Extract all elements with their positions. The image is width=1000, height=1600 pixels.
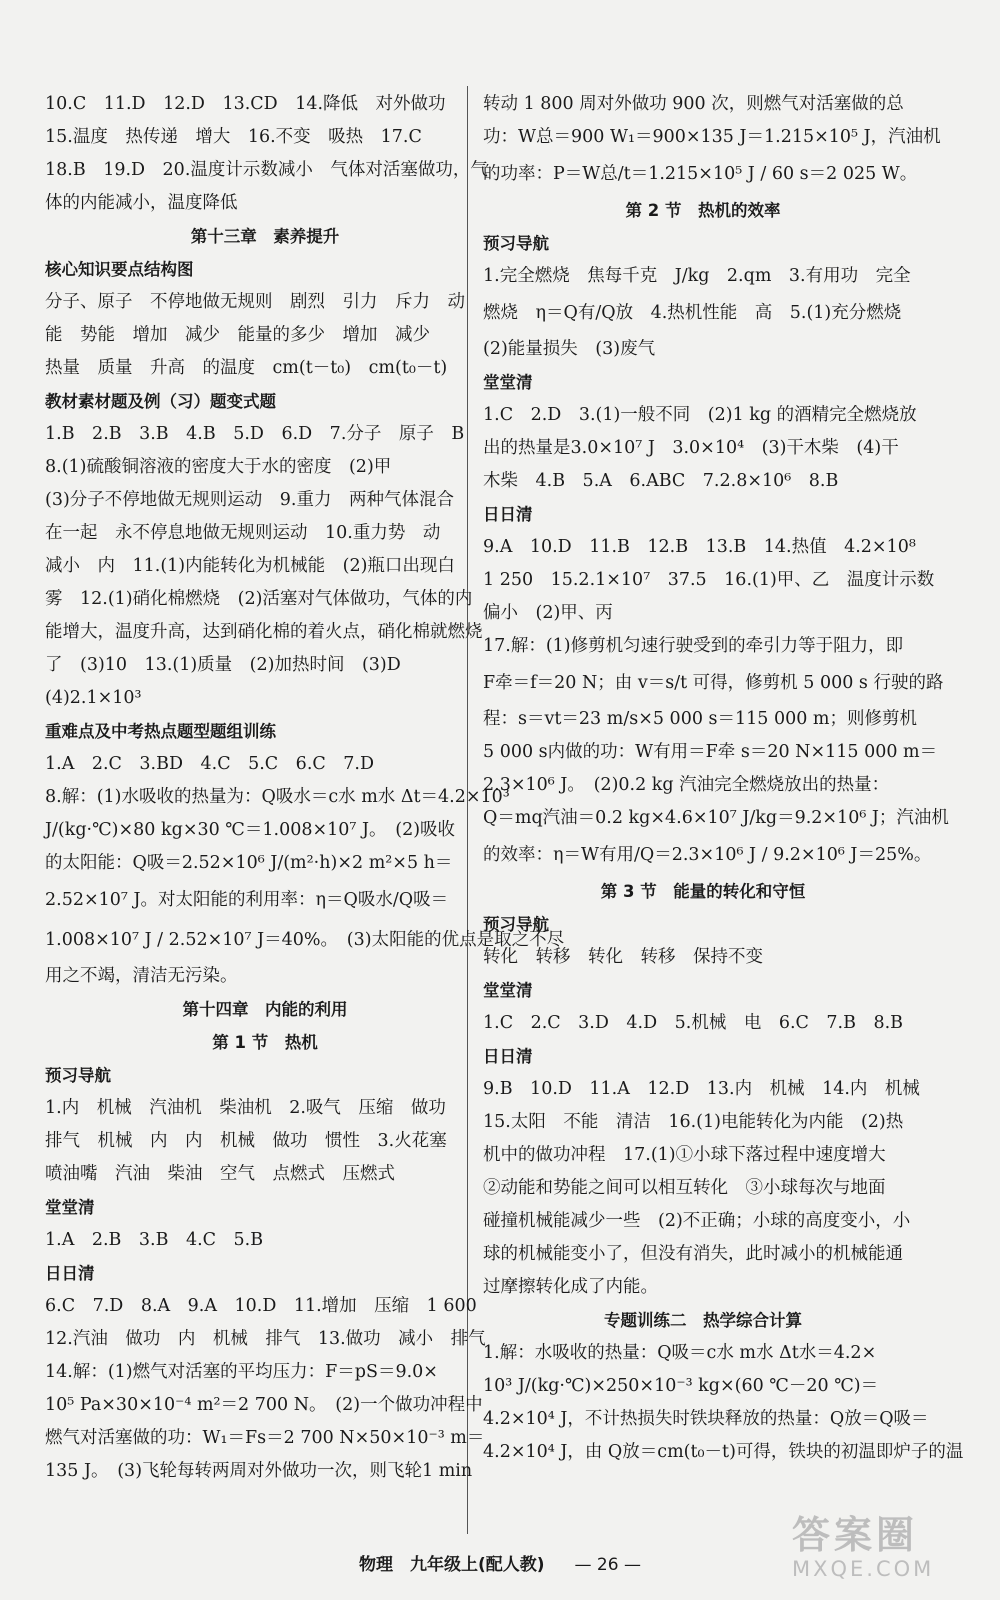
- section-heading: 堂堂清: [483, 981, 533, 1000]
- text-line: 4.2×10⁴ J，由 Q放＝cm(t₀－t)可得，铁块的初温即炉子的温: [483, 1442, 964, 1462]
- text-line: 135 J。 (3)飞轮每转两周对外做功一次，则飞轮1 min: [45, 1461, 473, 1481]
- text-line: 燃烧 η＝Q有/Q放 4.热机性能 高 5.(1)充分燃烧: [483, 303, 902, 323]
- text-line: 1.008×10⁷ J / 2.52×10⁷ J＝40%。 (3)太阳能的优点是取之不尽: [45, 930, 565, 950]
- section-heading: 日日清: [483, 1047, 533, 1066]
- text-line: 10³ J/(kg·℃)×250×10⁻³ kg×(60 ℃－20 ℃)＝: [483, 1376, 879, 1396]
- text-line: 喷油嘴 汽油 柴油 空气 点燃式 压燃式: [45, 1164, 395, 1184]
- section-heading: 预习导航: [483, 234, 549, 253]
- chapter-title: 第十三章 素养提升: [190, 227, 340, 246]
- text-line: 雾 12.(1)硝化棉燃烧 (2)活塞对气体做功，气体的内: [45, 589, 473, 609]
- text-line: 1.完全燃烧 焦每千克 J/kg 2.qm 3.有用功 完全: [483, 266, 911, 286]
- text-line: 1.C 2.C 3.D 4.D 5.机械 电 6.C 7.B 8.B: [483, 1013, 904, 1033]
- text-line: 程：s＝vt＝23 m/s×5 000 s＝115 000 m；则修剪机: [483, 709, 918, 729]
- text-line: 排气 机械 内 内 机械 做功 惯性 3.火花塞: [45, 1131, 447, 1151]
- text-line: 17.解：(1)修剪机匀速行驶受到的牵引力等于阻力，即: [483, 636, 904, 656]
- text-line: 能增大，温度升高，达到硝化棉的着火点，硝化棉就燃烧: [45, 622, 483, 642]
- text-line: (4)2.1×10³: [45, 688, 142, 708]
- section-heading: 预习导航: [483, 915, 549, 934]
- section-heading: 重难点及中考热点题型题组训练: [45, 722, 276, 741]
- chapter-title: 第十四章 内能的利用: [182, 1000, 348, 1019]
- text-line: 的太阳能：Q吸＝2.52×10⁶ J/(m²·h)×2 m²×5 h＝: [45, 853, 453, 873]
- text-line: 15.太阳 不能 清洁 16.(1)电能转化为内能 (2)热: [483, 1112, 904, 1132]
- text-line: 的功率：P＝W总/t＝1.215×10⁵ J / 60 s＝2 025 W。: [483, 164, 918, 184]
- text-line: 1.B 2.B 3.B 4.B 5.D 6.D 7.分子 原子 B: [45, 424, 465, 444]
- text-line: Q＝mq汽油＝0.2 kg×4.6×10⁷ J/kg＝9.2×10⁶ J；汽油机: [483, 808, 949, 828]
- text-line: 2.3×10⁶ J。 (2)0.2 kg 汽油完全燃烧放出的热量：: [483, 775, 890, 795]
- text-line: 热量 质量 升高 的温度 cm(t－t₀) cm(t₀－t): [45, 358, 448, 378]
- text-line: 的效率：η＝W有用/Q＝2.3×10⁶ J / 9.2×10⁶ J＝25%。: [483, 845, 932, 865]
- text-line: 9.A 10.D 11.B 12.B 13.B 14.热值 4.2×10⁸: [483, 537, 916, 557]
- section-title: 专题训练二 热学综合计算: [604, 1311, 802, 1330]
- text-line: 功：W总＝900 W₁＝900×135 J＝1.215×10⁵ J，汽油机: [483, 127, 941, 147]
- text-line: 5 000 s内做的功：W有用＝F牵 s＝20 N×115 000 m＝: [483, 742, 938, 762]
- text-line: 14.解：(1)燃气对活塞的平均压力：F＝pS＝9.0×: [45, 1362, 438, 1382]
- text-line: 碰撞机械能减少一些 (2)不正确；小球的高度变小，小: [483, 1211, 911, 1231]
- text-line: (3)分子不停地做无规则运动 9.重力 两种气体混合: [45, 490, 454, 510]
- text-line: 6.C 7.D 8.A 9.A 10.D 11.增加 压缩 1 600: [45, 1296, 477, 1316]
- text-line: 1.A 2.C 3.BD 4.C 5.C 6.C 7.D: [45, 754, 374, 774]
- section-heading: 预习导航: [45, 1066, 111, 1085]
- section-title: 第 3 节 能量的转化和守恒: [600, 882, 806, 901]
- text-line: 10.C 11.D 12.D 13.CD 14.降低 对外做功: [45, 94, 446, 114]
- text-line: 15.温度 热传递 增大 16.不变 吸热 17.C: [45, 127, 422, 147]
- text-line: 转动 1 800 周对外做功 900 次，则燃气对活塞做的总: [483, 94, 904, 114]
- section-heading: 堂堂清: [45, 1198, 95, 1217]
- text-line: 10⁵ Pa×30×10⁻⁴ m²＝2 700 N。 (2)一个做功冲程中: [45, 1395, 483, 1415]
- text-line: 了 (3)10 13.(1)质量 (2)加热时间 (3)D: [45, 655, 401, 675]
- text-line: F牵＝f＝20 N；由 v＝s/t 可得，修剪机 5 000 s 行驶的路: [483, 673, 944, 693]
- text-line: 机中的做功冲程 17.(1)①小球下落过程中速度增大: [483, 1145, 886, 1165]
- text-line: 能 势能 增加 减少 能量的多少 增加 减少: [45, 325, 430, 345]
- text-line: 2.52×10⁷ J。对太阳能的利用率：η＝Q吸水/Q吸＝: [45, 890, 449, 910]
- text-line: 12.汽油 做功 内 机械 排气 13.做功 减小 排气: [45, 1329, 486, 1349]
- section-heading: 教材素材题及例（习）题变式题: [45, 392, 276, 411]
- text-line: 转化 转移 转化 转移 保持不变: [483, 947, 763, 967]
- text-line: 过摩擦转化成了内能。: [483, 1277, 658, 1297]
- watermark-top-text: 答案圈: [792, 1513, 919, 1557]
- right-column: [483, 88, 964, 1469]
- text-line: J/(kg·℃)×80 kg×30 ℃＝1.008×10⁷ J。 (2)吸收: [45, 820, 456, 840]
- text-line: 减小 内 11.(1)内能转化为机械能 (2)瓶口出现白: [45, 556, 455, 576]
- text-line: 用之不竭，清洁无污染。: [45, 966, 238, 986]
- section-title: 第 2 节 热机的效率: [625, 201, 781, 220]
- page-number: — 26 —: [574, 1555, 641, 1575]
- text-line: 18.B 19.D 20.温度计示数减小 气体对活塞做功，气: [45, 160, 488, 180]
- text-line: 4.2×10⁴ J，不计热损失时铁块释放的热量：Q放＝Q吸＝: [483, 1409, 929, 1429]
- text-line: 分子、原子 不停地做无规则 剧烈 引力 斥力 动: [45, 292, 465, 312]
- footer-subject: 物理 九年级上(配人教): [359, 1555, 545, 1575]
- text-line: 出的热量是3.0×10⁷ J 3.0×10⁴ (3)干木柴 (4)干: [483, 438, 899, 458]
- section-heading: 日日清: [45, 1264, 95, 1283]
- text-line: 木柴 4.B 5.A 6.ABC 7.2.8×10⁶ 8.B: [483, 471, 839, 491]
- text-line: ②动能和势能之间可以相互转化 ③小球每次与地面: [483, 1178, 886, 1198]
- text-line: 在一起 永不停息地做无规则运动 10.重力势 动: [45, 523, 441, 543]
- text-line: 1 250 15.2.1×10⁷ 37.5 16.(1)甲、乙 温度计示数: [483, 570, 935, 590]
- watermark-logo: [792, 1513, 982, 1588]
- text-line: 1.解：水吸收的热量：Q吸＝c水 m水 Δt水＝4.2×: [483, 1343, 877, 1363]
- text-line: (2)能量损失 (3)废气: [483, 339, 656, 359]
- section-heading: 日日清: [483, 505, 533, 524]
- text-line: 1.内 机械 汽油机 柴油机 2.吸气 压缩 做功: [45, 1098, 446, 1118]
- text-line: 偏小 (2)甲、丙: [483, 603, 613, 623]
- section-heading: 核心知识要点结构图: [45, 260, 194, 279]
- watermark-bottom-text: MXQE.COM: [792, 1557, 935, 1581]
- text-line: 球的机械能变小了，但没有消失，此时减小的机械能通: [483, 1244, 903, 1264]
- text-line: 8.解：(1)水吸收的热量为：Q吸水＝c水 m水 Δt＝4.2×10³: [45, 787, 510, 807]
- text-line: 8.(1)硫酸铜溶液的密度大于水的密度 (2)甲: [45, 457, 392, 477]
- text-line: 9.B 10.D 11.A 12.D 13.内 机械 14.内 机械: [483, 1079, 920, 1099]
- section-title: 第 1 节 热机: [212, 1033, 318, 1052]
- text-line: 燃气对活塞做的功：W₁＝Fs＝2 700 N×50×10⁻³ m＝: [45, 1428, 485, 1448]
- section-heading: 堂堂清: [483, 373, 533, 392]
- text-line: 体的内能减小，温度降低: [45, 193, 238, 213]
- text-line: 1.A 2.B 3.B 4.C 5.B: [45, 1230, 264, 1250]
- text-line: 1.C 2.D 3.(1)一般不同 (2)1 kg 的酒精完全燃烧放: [483, 405, 917, 425]
